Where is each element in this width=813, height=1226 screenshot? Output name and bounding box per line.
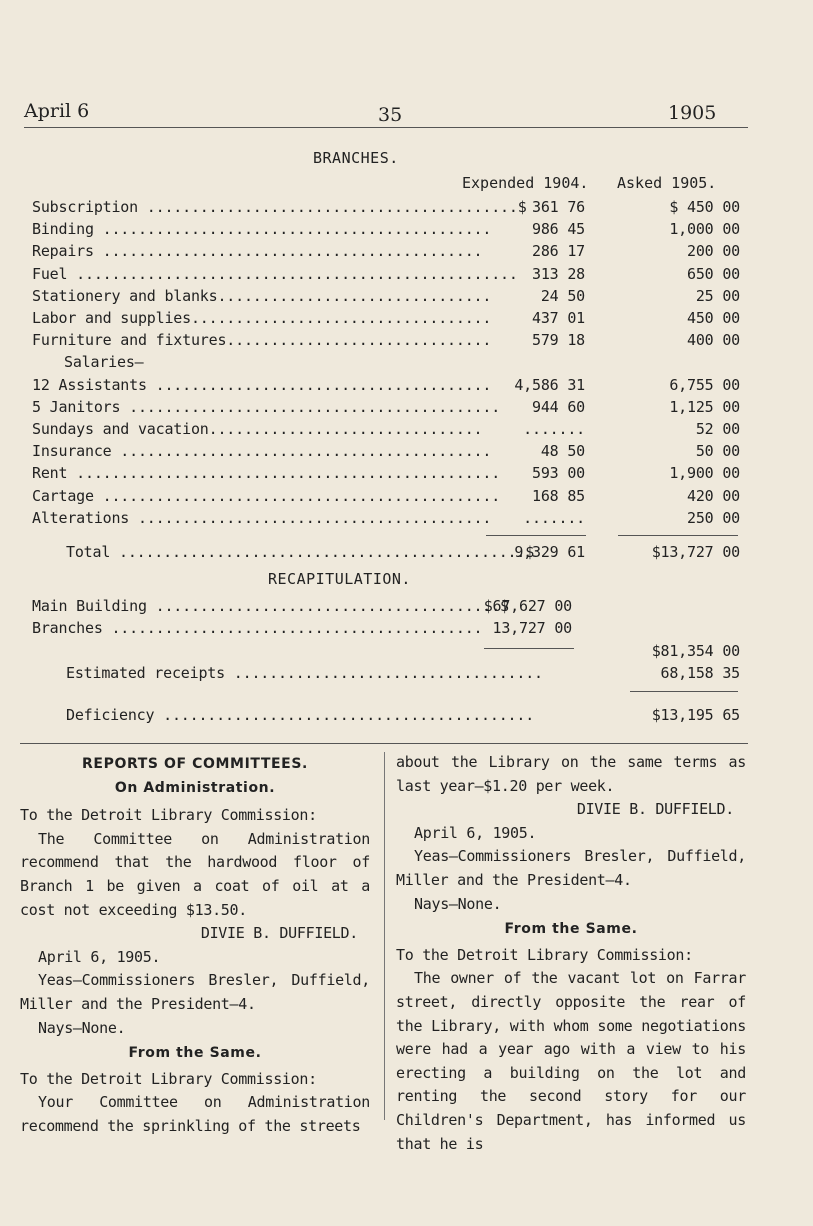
branch-row — [32, 331, 740, 353]
branch-row-asked: 200 00 — [687, 242, 740, 261]
recap-deficiency-row — [32, 706, 740, 728]
recap-estimated-row — [32, 664, 740, 686]
branch-row-expended: 361 76 — [532, 198, 585, 216]
branch-row-asked: 250 00 — [687, 508, 740, 527]
branch-row-asked: 650 00 — [687, 264, 740, 283]
recap-estimated-label: Estimated receipts ................................... — [66, 664, 543, 682]
branch-row-label: Labor and supplies.................................. — [32, 309, 492, 327]
branch-row — [32, 398, 740, 420]
recap-main-label: Main Building .......................................$ — [32, 597, 509, 615]
recap-deficiency-label: Deficiency .......................................... — [66, 706, 535, 724]
col-asked-header: Asked 1905. — [617, 174, 717, 192]
branch-row-expended: 286 17 — [532, 242, 585, 261]
branch-row — [32, 353, 740, 375]
right-yeas-1: Yeas—Commissioners Bresler, Duffield, Miller and the President—4. — [396, 847, 746, 889]
column-divider — [384, 752, 385, 1120]
branch-row-label: Fuel .................................................. — [32, 264, 518, 283]
recap-estimated-value: 68,158 35 — [660, 664, 740, 682]
branch-row-asked: 52 00 — [695, 420, 740, 438]
total-asked: $13,727 00 — [651, 543, 740, 561]
branch-row-expended: 168 85 — [532, 486, 585, 505]
left-paragraph-1: The Committee on Administration recommend that the hardwood floor of Branch 1 be given a coat of oil at a cost not exceeding $13.50. — [20, 829, 370, 919]
right-nays-1: Nays—None. — [414, 894, 502, 913]
left-column — [20, 751, 370, 1139]
branch-row — [32, 509, 740, 531]
branch-row — [32, 464, 740, 486]
branch-row-asked: 6,755 00 — [669, 375, 740, 394]
branch-row-label: Insurance .......................................... — [32, 442, 492, 461]
recap-main-value: $67,627 00 — [483, 597, 572, 615]
branch-row — [32, 198, 740, 220]
total-label: Total ..............................................$ — [66, 543, 535, 561]
right-signature-1: DIVIE B. DUFFIELD. — [576, 800, 734, 819]
left-address-2: To the Detroit Library Commission: — [20, 1069, 317, 1088]
branch-row-label: Binding ............................................ — [32, 220, 492, 239]
branch-row-label: Subscription ..........................................$ — [32, 198, 527, 216]
branch-row-expended: 48 50 — [540, 442, 585, 461]
branch-row-expended: ....... — [523, 420, 585, 438]
right-column — [396, 751, 746, 1156]
recap-sum-row — [32, 642, 740, 664]
branch-row — [32, 420, 740, 442]
branch-row-label: 5 Janitors .......................................... — [32, 397, 501, 416]
branch-row — [32, 287, 740, 309]
header-date: April 6 — [24, 100, 90, 122]
branch-row-asked: 50 00 — [695, 442, 740, 461]
branch-row-label: 12 Assistants ...................................... — [32, 375, 492, 394]
recap-deficiency-value: $13,195 65 — [651, 706, 740, 724]
branch-row-expended: ....... — [523, 508, 585, 527]
recap-branches-label: Branches .......................................... — [32, 619, 483, 637]
branch-row-label: Repairs ........................................... — [32, 242, 483, 261]
recap-branches-row — [32, 619, 572, 641]
left-yeas-1: Yeas—Commissioners Bresler, Duffield, Miller and the President—4. — [20, 971, 370, 1013]
recap-main-row — [32, 597, 572, 619]
branch-row-label: Alterations ........................................ — [32, 508, 492, 527]
branches-title: BRANCHES. — [313, 149, 399, 167]
left-signature-1: DIVIE B. DUFFIELD. — [200, 924, 358, 943]
branch-row-label: Salaries— — [64, 353, 144, 372]
right-paragraph-2: The owner of the vacant lot on Farrar street, directly opposite the rear of the Library, with whom some negotiations were had a year ago with a view to his erecting a building on the lot and renting the second story for our Children's Department, has informed us that he is — [396, 969, 746, 1153]
right-date-1: April 6, 1905. — [414, 823, 537, 842]
deficiency-rule — [630, 691, 738, 692]
total-rule-expended — [486, 535, 586, 536]
right-address-1: To the Detroit Library Commission: — [396, 945, 693, 964]
branch-row — [32, 309, 740, 331]
administration-subheading: On Administration. — [114, 779, 276, 796]
branch-row-asked: 400 00 — [687, 331, 740, 350]
total-expended: 9,329 61 — [514, 543, 585, 561]
left-paragraph-2: Your Committee on Administration recommend the sprinkling of the streets — [20, 1093, 370, 1135]
branch-row-asked: 1,000 00 — [669, 220, 740, 239]
committees-heading: REPORTS OF COMMITTEES. — [82, 756, 308, 772]
total-rule-asked — [618, 535, 738, 536]
col-expended-header: Expended 1904. — [462, 174, 589, 192]
branch-row-expended: 579 18 — [532, 331, 585, 350]
branch-row-asked: 420 00 — [687, 486, 740, 505]
branch-row-label: Furniture and fixtures.............................. — [32, 331, 492, 350]
section-rule — [20, 743, 748, 744]
branch-row-asked: 1,900 00 — [669, 464, 740, 483]
recap-sum-value: $81,354 00 — [651, 642, 740, 660]
branch-row-asked: $ 450 00 — [669, 198, 740, 216]
branch-row-expended: 4,586 31 — [514, 375, 585, 394]
right-paragraph-1: about the Library on the same terms as last year—$1.20 per week. — [396, 753, 746, 795]
branch-row — [32, 242, 740, 264]
branch-row — [32, 442, 740, 464]
left-date-1: April 6, 1905. — [38, 947, 161, 966]
branch-row-label: Sundays and vacation............................... — [32, 420, 483, 438]
branch-row-expended: 944 60 — [532, 397, 585, 416]
header-rule — [24, 127, 748, 128]
branch-row-expended: 593 00 — [532, 464, 585, 483]
branch-row-asked: 25 00 — [695, 286, 740, 305]
branch-row-label: Cartage ............................................. — [32, 486, 501, 505]
page-number: 35 — [378, 104, 403, 126]
header-year: 1905 — [668, 102, 717, 124]
branch-row-asked: 450 00 — [687, 309, 740, 327]
branch-row — [32, 376, 740, 398]
branch-row-expended: 24 50 — [540, 286, 585, 305]
branch-row-expended: 986 45 — [532, 220, 585, 239]
total-row — [32, 543, 740, 565]
right-from-same: From the Same. — [504, 921, 638, 938]
branch-row — [32, 487, 740, 509]
branch-row — [32, 220, 740, 242]
left-address-1: To the Detroit Library Commission: — [20, 806, 317, 825]
left-nays-1: Nays—None. — [38, 1018, 126, 1037]
left-from-same: From the Same. — [128, 1045, 262, 1062]
recap-title: RECAPITULATION. — [268, 570, 411, 588]
branch-row-expended: 313 28 — [532, 264, 585, 283]
branch-row — [32, 265, 740, 287]
branch-row-label: Rent ................................................ — [32, 464, 501, 483]
branch-row-label: Stationery and blanks............................... — [32, 286, 492, 305]
branch-row-asked: 1,125 00 — [669, 397, 740, 416]
recap-branches-value: 13,727 00 — [492, 619, 572, 637]
branch-row-expended: 437 01 — [532, 309, 585, 327]
